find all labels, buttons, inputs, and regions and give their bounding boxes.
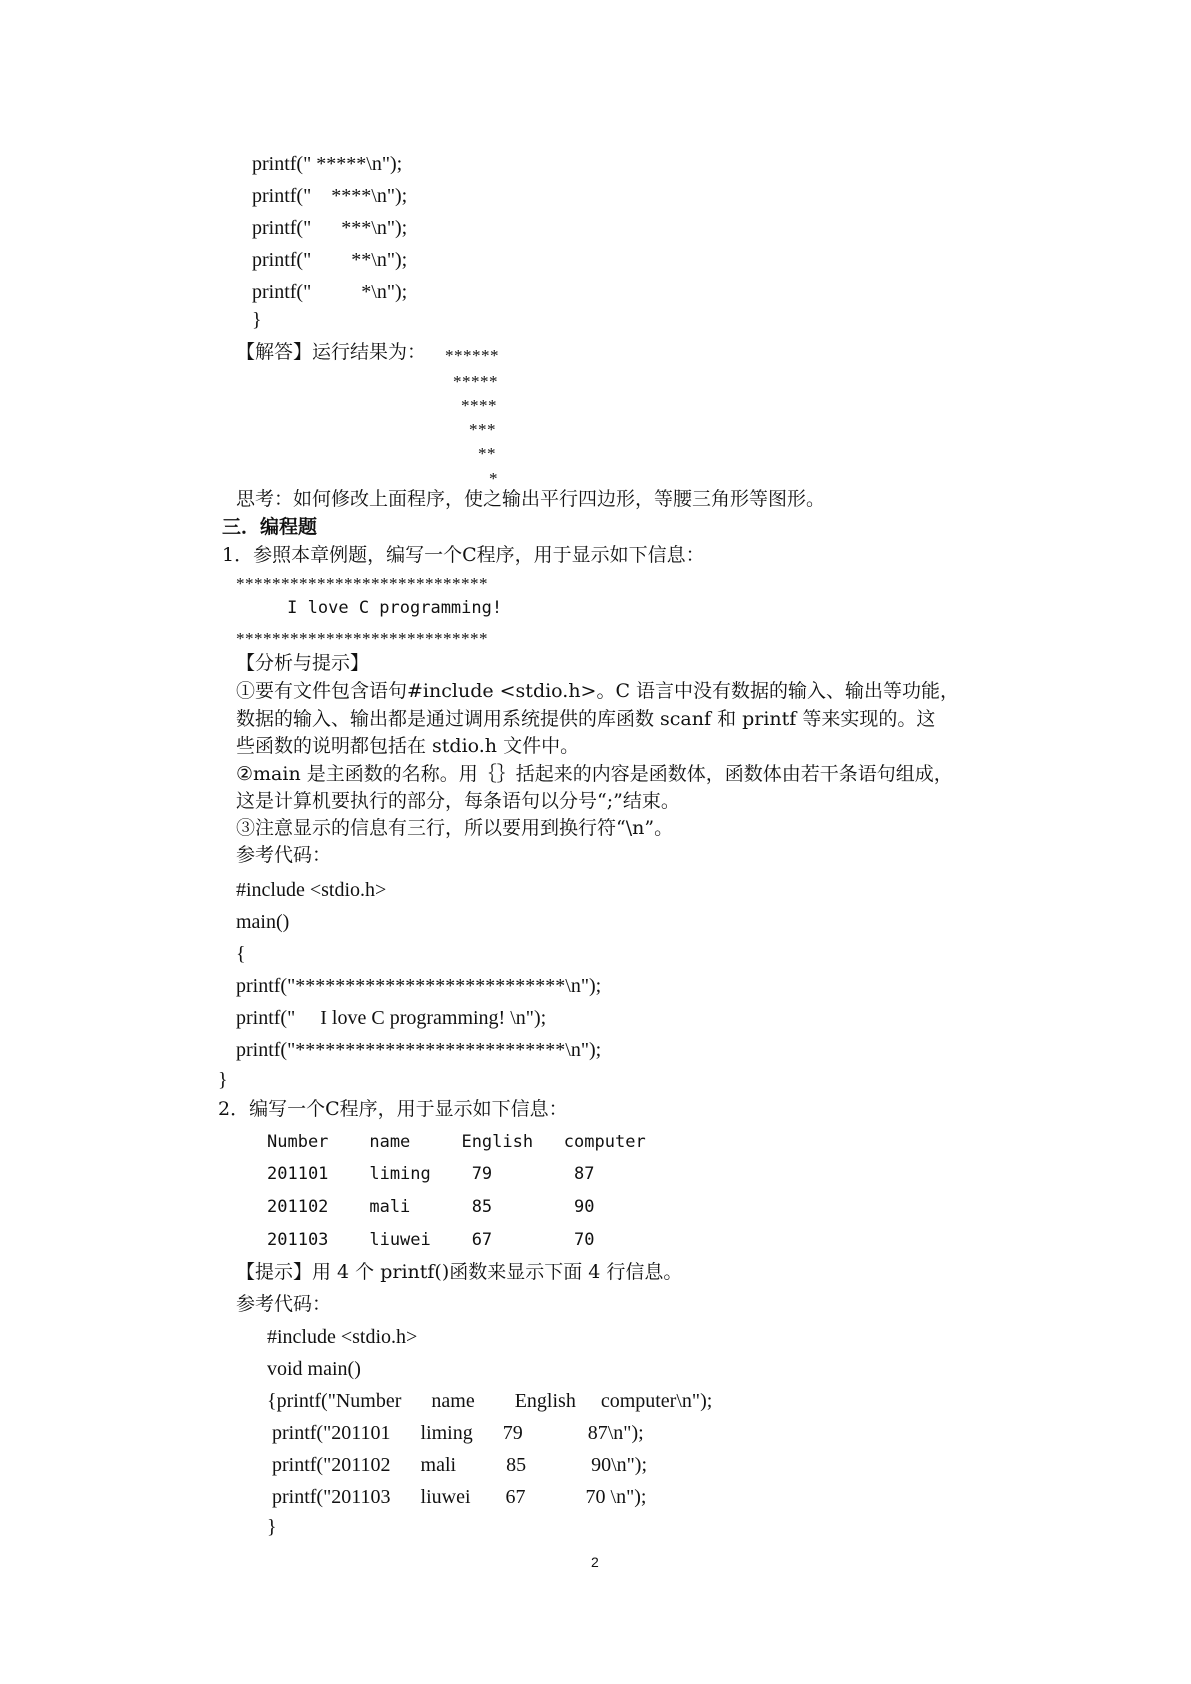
- code-line: printf("***************************\n");: [236, 975, 602, 997]
- hint-line: ②main 是主函数的名称。用｛｝括起来的内容是函数体，函数体由若干条语句组成，: [236, 763, 953, 785]
- section-title: 三．编程题: [222, 516, 318, 538]
- hint-line: 些函数的说明都包括在 stdio.h 文件中。: [236, 735, 580, 757]
- think-note: 思考：如何修改上面程序，使之输出平行四边形，等腰三角形等图形。: [236, 488, 826, 510]
- code-line: printf(" *****\n");: [252, 153, 403, 175]
- code-line: printf("***************************\n");: [236, 1039, 602, 1061]
- ref-code-label: 参考代码：: [236, 844, 332, 866]
- hint-line: 【提示】用 4 个 printf()函数来显示下面 4 行信息。: [236, 1261, 683, 1283]
- code-line: printf(" ***\n");: [252, 217, 408, 239]
- hint-title: 【分析与提示】: [236, 652, 370, 674]
- display-line: ****************************: [236, 574, 488, 593]
- answer-output-line: ***: [469, 420, 496, 439]
- code-line: #include <stdio.h>: [236, 879, 387, 901]
- answer-output-line: *: [489, 469, 498, 488]
- code-line: {printf("Number name English computer\n");: [267, 1390, 713, 1412]
- code-line: #include <stdio.h>: [267, 1326, 418, 1348]
- hint-line: ①要有文件包含语句#include <stdio.h>。C 语言中没有数据的输入、输出等功能，: [236, 680, 960, 702]
- answer-output-line: **: [478, 444, 496, 463]
- display-line: ****************************: [236, 629, 488, 648]
- answer-output-line: ******: [445, 346, 499, 365]
- code-line: }: [252, 309, 262, 331]
- code-line: printf("201103 liuwei 67 70 \n");: [267, 1486, 647, 1508]
- answer-output-line: ****: [461, 396, 497, 415]
- table-line: 201103 liuwei 67 70: [267, 1230, 595, 1250]
- code-line: }: [267, 1516, 277, 1538]
- code-line: printf(" ****\n");: [252, 185, 408, 207]
- code-line: main(): [236, 911, 290, 933]
- hint-line: 这是计算机要执行的部分，每条语句以分号“;”结束。: [236, 790, 680, 812]
- code-line: printf("201102 mali 85 90\n");: [267, 1454, 647, 1476]
- code-line: printf(" I love C programming! \n");: [236, 1007, 547, 1029]
- table-line: Number name English computer: [267, 1132, 646, 1152]
- code-line: void main(): [267, 1358, 361, 1380]
- page-number: 2: [591, 1554, 599, 1570]
- answer-label: 【解答】运行结果为：: [236, 341, 427, 363]
- code-line: {: [236, 943, 246, 965]
- code-line: printf(" *\n");: [252, 281, 408, 303]
- table-line: 201102 mali 85 90: [267, 1197, 595, 1217]
- code-line: }: [218, 1069, 228, 1091]
- hint-line: ③注意显示的信息有三行，所以要用到换行符“\n”。: [236, 817, 674, 839]
- code-line: printf("201101 liming 79 87\n");: [267, 1422, 644, 1444]
- ref-code-label: 参考代码：: [236, 1293, 332, 1315]
- question-1-title: 1．参照本章例题，编写一个C程序，用于显示如下信息：: [222, 544, 705, 566]
- code-line: printf(" **\n");: [252, 249, 408, 271]
- hint-line: 数据的输入、输出都是通过调用系统提供的库函数 scanf 和 printf 等来实现的。这: [236, 708, 936, 730]
- display-line: I love C programming!: [236, 598, 503, 618]
- table-line: 201101 liming 79 87: [267, 1164, 595, 1184]
- question-2-title: 2．编写一个C程序，用于显示如下信息：: [218, 1098, 568, 1120]
- answer-output-line: *****: [453, 372, 498, 391]
